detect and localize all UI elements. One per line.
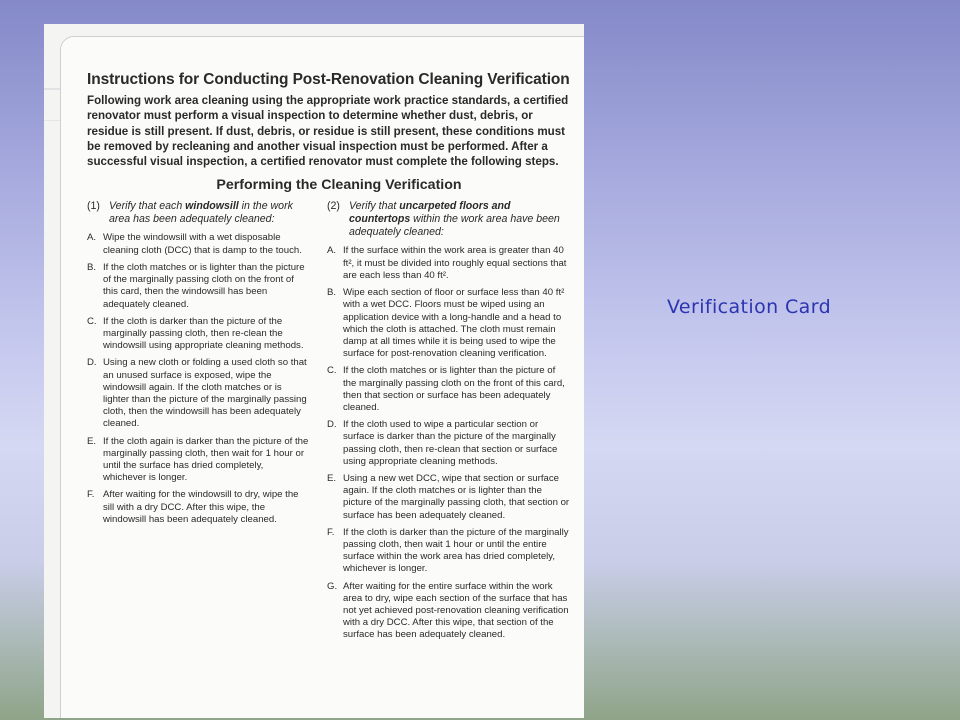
step-text: After waiting for the entire surface within the work area to dry, wipe each section of the surface that has not yet achieved post-renovation cleaning verification with a dry DCC. After this wipe, that section of the surface has been adequately cleaned. bbox=[343, 580, 569, 641]
step-text: Using a new wet DCC, wipe that section or surface again. If the cloth matches or is lighter than the picture of the marginally passing cloth, that section or surface has been adequately cleaned. bbox=[343, 472, 570, 521]
verification-card-scan bbox=[44, 24, 584, 718]
step-letter: A. bbox=[87, 232, 97, 244]
step-text: Using a new cloth or folding a used cloth so that an unused surface is exposed, wipe the windowsill again. If the cloth matches or is lighter than the picture of the marginally passing cloth, then the windowsill has been adequately cleaned. bbox=[103, 357, 307, 430]
windowsill-number: (1) bbox=[87, 200, 100, 213]
instruction-step bbox=[87, 436, 309, 485]
step-letter: D. bbox=[87, 357, 97, 369]
windowsill-heading-text: Verify that each windowsill in the work area has been adequately cleaned: bbox=[109, 200, 293, 226]
step-text: If the cloth again is darker than the picture of the marginally passing cloth, then wait for 1 hour or until the surface has dried completely, whichever is longer. bbox=[103, 435, 309, 484]
instruction-step bbox=[87, 357, 309, 430]
instruction-step bbox=[87, 316, 309, 353]
step-text: If the cloth is darker than the picture of the marginally passing cloth, then re-clean the windowsill using appropriate cleaning methods. bbox=[103, 315, 304, 352]
instruction-step bbox=[327, 419, 571, 468]
slide-label: Verification Card bbox=[667, 296, 832, 318]
windowsill-steps bbox=[87, 232, 309, 525]
instruction-step bbox=[87, 489, 309, 526]
floors-steps bbox=[327, 245, 571, 641]
step-letter: D. bbox=[327, 419, 337, 431]
step-letter: E. bbox=[87, 435, 97, 447]
floors-heading-text: Verify that uncarpeted floors and countertops within the work area have been adequately cleaned: bbox=[349, 200, 560, 239]
step-text: If the cloth matches or is lighter than the picture of the marginally passing cloth on the front of this card, then the windowsill has been adequately cleaned. bbox=[103, 261, 305, 310]
step-letter: F. bbox=[87, 489, 95, 501]
card-title: Instructions for Conducting Post-Renovation Cleaning Verification bbox=[87, 71, 570, 88]
instruction-step bbox=[87, 262, 309, 311]
instruction-columns bbox=[87, 200, 571, 646]
section-title: Performing the Cleaning Verification bbox=[216, 177, 462, 194]
instruction-step bbox=[327, 527, 571, 576]
step-letter: C. bbox=[87, 315, 97, 327]
step-text: If the surface within the work area is greater than 40 ft², it must be divided into roughly equal sections that are each less than 40 ft². bbox=[343, 245, 567, 281]
card-intro: Following work area cleaning using the appropriate work practice standards, a certified renovator must perform a visual inspection to determine whether dust, debris, or residue is still present. If dust, debris, or residue is still present, these conditions must be removed by recleaning and another visual inspection must be performed. After a successful visual inspection, a certified renovator must complete the following steps. bbox=[87, 94, 569, 169]
step-text: If the cloth is darker than the picture of the marginally passing cloth, then wait 1 hour or until the entire surface within the work area has dried completely, whichever is longer. bbox=[343, 526, 569, 575]
card-content bbox=[87, 71, 571, 647]
floors-heading bbox=[327, 200, 571, 239]
instruction-step bbox=[327, 473, 571, 522]
floors-number: (2) bbox=[327, 200, 340, 213]
step-letter: F. bbox=[327, 526, 335, 538]
step-letter: A. bbox=[327, 245, 337, 257]
step-text: If the cloth used to wipe a particular section or surface is darker than the picture of the marginally passing cloth, then re-clean that section or surface using appropriate cleaning methods. bbox=[343, 419, 558, 467]
step-letter: G. bbox=[327, 580, 338, 592]
floors-column bbox=[327, 200, 571, 646]
instruction-step bbox=[327, 365, 571, 414]
verification-card bbox=[60, 36, 584, 718]
step-letter: E. bbox=[327, 472, 337, 484]
instruction-step bbox=[87, 232, 309, 256]
step-letter: B. bbox=[87, 261, 97, 273]
instruction-step bbox=[327, 287, 571, 360]
step-text: Wipe the windowsill with a wet disposable cleaning cloth (DCC) that is damp to the touch. bbox=[103, 232, 302, 256]
step-letter: C. bbox=[327, 365, 337, 377]
step-letter: B. bbox=[327, 287, 337, 299]
step-text: After waiting for the windowsill to dry, wipe the sill with a dry DCC. After this wipe, the windowsill has been adequately cleaned. bbox=[103, 489, 299, 525]
windowsill-column bbox=[87, 200, 309, 646]
windowsill-heading bbox=[87, 200, 309, 226]
instruction-step bbox=[327, 581, 571, 642]
step-text: If the cloth matches or is lighter than the picture of the marginally passing cloth on the front of this card, then that section or surface has been adequately cleaned. bbox=[343, 365, 565, 413]
instruction-step bbox=[327, 245, 571, 282]
step-text: Wipe each section of floor or surface less than 40 ft² with a wet DCC. Floors must be wiped using an application device with a long-handle and a head to which the cloth is attached. The cloth must remain damp at all times while it is being used to wipe the surface for post-renovation cleaning verification. bbox=[343, 287, 565, 360]
